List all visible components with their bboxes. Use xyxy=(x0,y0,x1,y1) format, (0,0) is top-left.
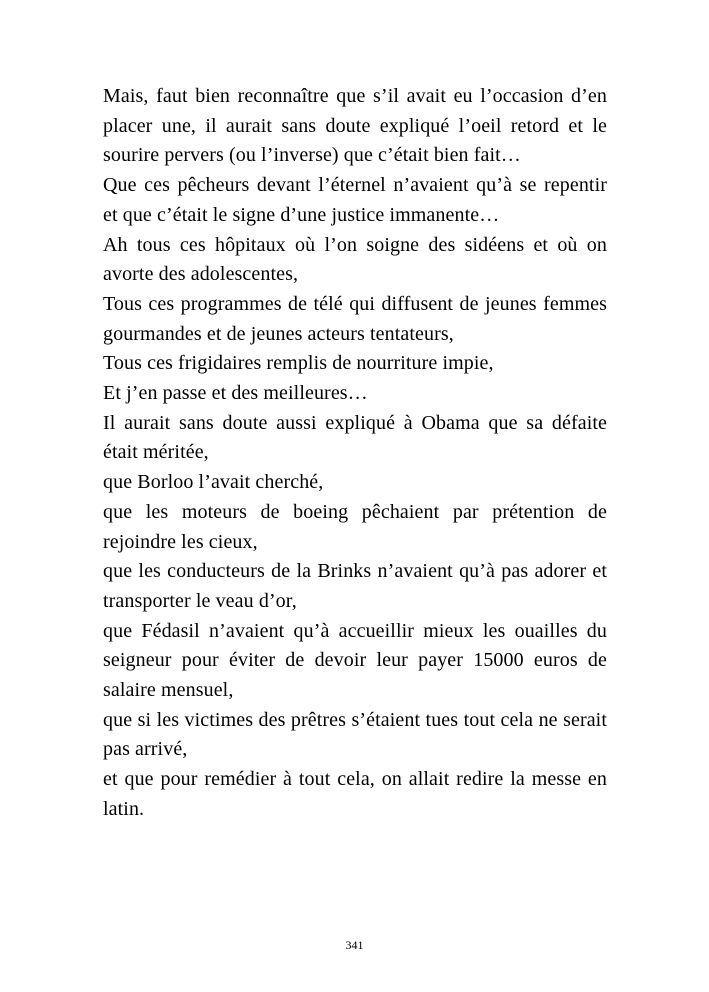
page-number: 341 xyxy=(345,938,364,952)
paragraph: Il aurait sans doute aussi expliqué à Obama que sa défaite était méritée, xyxy=(103,411,607,464)
paragraph: que les conducteurs de la Brinks n’avaient qu’à pas adorer et transporter le veau d’or, xyxy=(103,560,607,612)
paragraph: Ah tous ces hôpitaux où l’on soigne des sidéens et où on avorte des adolescentes, xyxy=(103,233,607,286)
paragraph: que Fédasil n’avaient qu’à accueillir mieux les ouailles du seigneur pour éviter de devoir leur payer 15000 euros de salaire mensuel, xyxy=(103,619,607,702)
paragraph: Tous ces programmes de télé qui diffusent de jeunes femmes gourmandes et de jeunes acteurs tentateurs, xyxy=(103,292,607,345)
paragraph: Tous ces frigidaires remplis de nourriture impie, xyxy=(103,352,494,375)
paragraph: Mais, faut bien reconnaître que s’il avait eu l’occasion d’en placer une, il aurait sans doute expliqué l’oeil retord et le sourire pervers (ou l’inverse) que c’était bien fait… xyxy=(103,85,607,167)
paragraph: et que pour remédier à tout cela, on allait redire la messe en latin. xyxy=(103,768,607,820)
paragraph: que Borloo l’avait cherché, xyxy=(103,471,324,494)
paragraph: Que ces pêcheurs devant l’éternel n’avaient qu’à se repentir et que c’était le signe d’une justice immanente… xyxy=(103,174,607,226)
text-block xyxy=(103,82,607,825)
paragraph: Et j’en passe et des meilleures… xyxy=(103,382,368,405)
paragraph: que si les victimes des prêtres s’étaient tues tout cela ne serait pas arrivé, xyxy=(103,708,607,761)
paragraph: que les moteurs de boeing pêchaient par prétention de rejoindre les cieux, xyxy=(103,500,607,553)
